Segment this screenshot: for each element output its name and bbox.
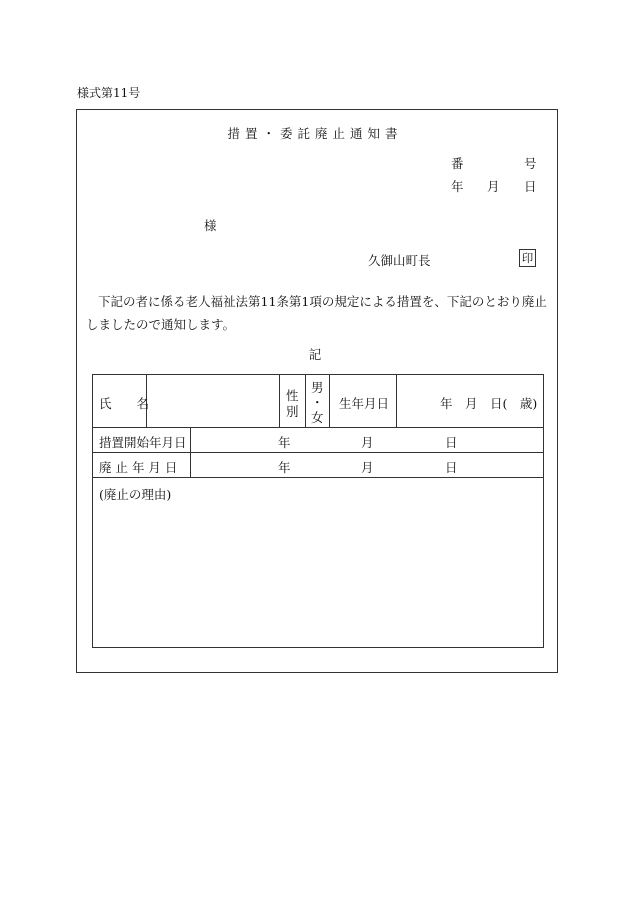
table-rule <box>190 427 191 477</box>
sex-option-male: 男 <box>311 380 324 395</box>
table-rule <box>93 427 543 428</box>
end-date-year: 年 <box>278 460 291 475</box>
table-rule <box>93 452 543 453</box>
number-suffix: 号 <box>524 156 537 171</box>
start-date-year: 年 <box>278 435 291 450</box>
table-rule <box>329 375 330 427</box>
body-text: 下記の者に係る老人福祉法第11条第1項の規定による措置を、下記のとおり廃止しましたので通知します。 <box>86 294 547 332</box>
date-year-label: 年 <box>451 179 464 194</box>
end-date-month: 月 <box>361 460 374 475</box>
sex-option-separator: ・ <box>311 395 324 410</box>
ki-heading: 記 <box>308 347 322 362</box>
table-rule <box>396 375 397 427</box>
start-date-label: 措置開始年月日 <box>99 435 187 450</box>
issuer-name: 久御山町長 <box>368 253 431 268</box>
date-month-label: 月 <box>487 179 500 194</box>
number-label: 番 <box>451 156 464 171</box>
start-date-day: 日 <box>445 435 458 450</box>
birthdate-value: 年 月 日( 歳) <box>440 396 538 411</box>
date-day-label: 日 <box>524 179 537 194</box>
seal-stamp: 印 <box>519 249 536 267</box>
sex-option-female: 女 <box>311 410 324 425</box>
details-table <box>92 374 544 648</box>
sex-label-bottom: 別 <box>286 404 299 419</box>
addressee-suffix: 様 <box>204 218 217 233</box>
form-number-label: 様式第11号 <box>77 86 141 100</box>
table-rule <box>279 375 280 427</box>
name-label: 氏 名 <box>99 396 150 411</box>
table-rule <box>93 477 543 478</box>
end-date-label: 廃 止 年 月 日 <box>99 460 178 475</box>
reason-label: (廃止の理由) <box>99 487 172 502</box>
table-rule <box>305 375 306 427</box>
sex-label-top: 性 <box>286 388 299 403</box>
start-date-month: 月 <box>361 435 374 450</box>
document-title: 措置・委託廃止通知書 <box>227 126 403 141</box>
end-date-day: 日 <box>445 460 458 475</box>
birthdate-label: 生年月日 <box>339 396 390 411</box>
